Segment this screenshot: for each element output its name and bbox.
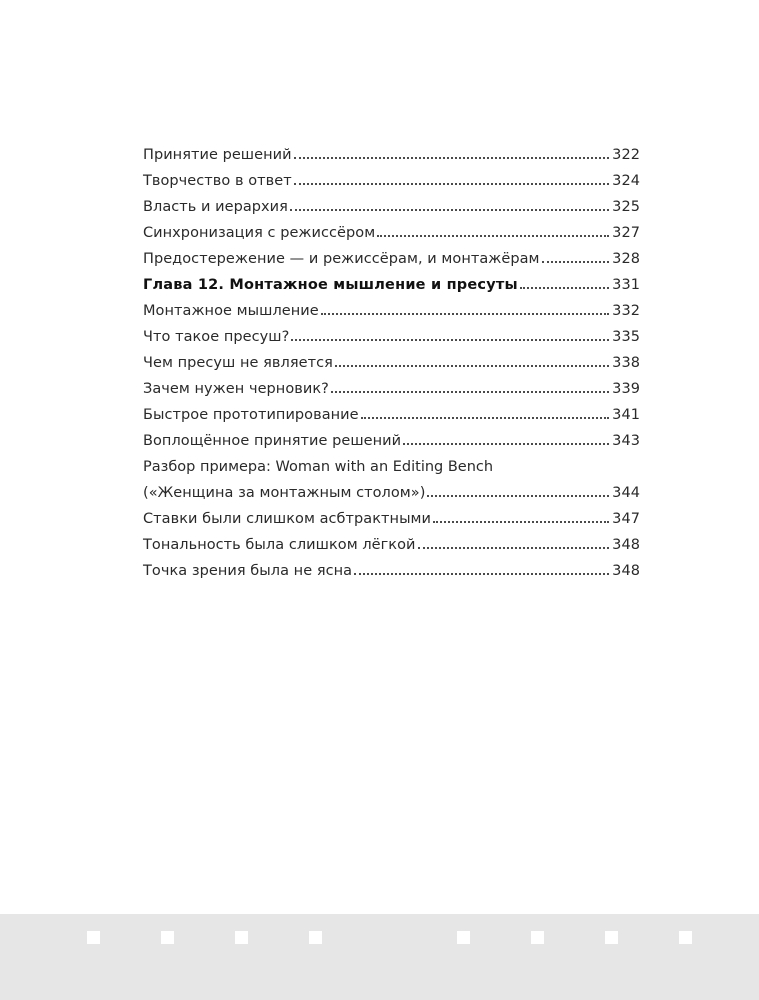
toc-entry-page: 324 bbox=[612, 173, 640, 189]
toc-entry[interactable] bbox=[143, 163, 640, 189]
toc-entry[interactable] bbox=[143, 553, 640, 579]
toc-entry-page: 348 bbox=[612, 537, 640, 553]
dot-leader bbox=[294, 182, 609, 185]
toc-entry-title: Ставки были слишком асбтрактными bbox=[143, 511, 432, 527]
toc-entry-title: Предостережение — и режиссёрам, и монтажёрам bbox=[143, 251, 540, 267]
toc-entry-title: Власть и иерархия bbox=[143, 199, 288, 215]
square-marker-icon bbox=[531, 931, 544, 944]
toc-entry[interactable] bbox=[143, 137, 640, 163]
dot-leader bbox=[377, 234, 609, 237]
square-marker-icon bbox=[309, 931, 322, 944]
toc-entry-page: 344 bbox=[612, 485, 640, 501]
toc-entry[interactable] bbox=[143, 527, 640, 553]
toc-entry-page: 348 bbox=[612, 563, 640, 579]
square-marker-icon bbox=[679, 931, 692, 944]
toc-entry[interactable] bbox=[143, 423, 640, 449]
square-marker-icon bbox=[161, 931, 174, 944]
toc-entry-title: Зачем нужен черновик? bbox=[143, 381, 329, 397]
toc-entry[interactable] bbox=[143, 189, 640, 215]
toc-entry-title: Монтажное мышление bbox=[143, 303, 319, 319]
dot-leader bbox=[418, 546, 610, 549]
toc-entry-first-line[interactable]: Разбор примера: Woman with an Editing Bench bbox=[143, 459, 494, 475]
toc-entry-title: Принятие решений bbox=[143, 147, 292, 163]
toc-entry-page: 328 bbox=[612, 251, 640, 267]
dot-leader bbox=[331, 390, 609, 393]
toc-entry-page: 339 bbox=[612, 381, 640, 397]
toc-entry[interactable] bbox=[143, 371, 640, 397]
toc-entry[interactable] bbox=[143, 345, 640, 371]
toc-chapter-entry[interactable] bbox=[143, 267, 640, 293]
square-marker-icon bbox=[457, 931, 470, 944]
dot-leader bbox=[520, 286, 609, 289]
toc-entry-title: Воплощённое принятие решений bbox=[143, 433, 402, 449]
toc-entry-title: Творчество в ответ bbox=[143, 173, 292, 189]
toc-entry[interactable] bbox=[143, 397, 640, 423]
toc-entry-page: 332 bbox=[612, 303, 640, 319]
chapter-title: Глава 12. Монтажное мышление и пресуты bbox=[143, 277, 518, 293]
dot-leader bbox=[403, 442, 609, 445]
dot-leader bbox=[542, 260, 610, 263]
toc-entry-page: 338 bbox=[612, 355, 640, 371]
toc-entry-page: 343 bbox=[612, 433, 640, 449]
toc-entry-title: Что такое пресуш? bbox=[143, 329, 290, 345]
toc-entry[interactable] bbox=[143, 319, 640, 345]
square-marker-icon bbox=[235, 931, 248, 944]
toc-entry-title: Точка зрения была не ясна bbox=[143, 563, 353, 579]
toc-entry-page: 322 bbox=[612, 147, 640, 163]
toc-entry-title: Синхронизация с режиссёром bbox=[143, 225, 376, 241]
toc-entry-title: Тональность была слишком лёгкой bbox=[143, 537, 416, 553]
dot-leader bbox=[361, 416, 610, 419]
toc-entry-page: 327 bbox=[612, 225, 640, 241]
toc-entry-page: 347 bbox=[612, 511, 640, 527]
dot-leader bbox=[291, 338, 609, 341]
dot-leader bbox=[433, 520, 609, 523]
table-of-contents bbox=[143, 137, 640, 579]
dot-leader bbox=[290, 208, 609, 211]
toc-entry[interactable] bbox=[143, 215, 640, 241]
toc-entry[interactable] bbox=[143, 241, 640, 267]
toc-entry-title: Быстрое прототипирование bbox=[143, 407, 359, 423]
dot-leader bbox=[294, 156, 610, 159]
dot-leader bbox=[354, 572, 609, 575]
dot-leader bbox=[427, 494, 609, 497]
footer-band bbox=[0, 914, 759, 1000]
toc-entry-page: 335 bbox=[612, 329, 640, 345]
square-marker-icon bbox=[605, 931, 618, 944]
toc-entry-page: 325 bbox=[612, 199, 640, 215]
toc-entry[interactable] bbox=[143, 293, 640, 319]
dot-leader bbox=[335, 364, 609, 367]
toc-entry[interactable] bbox=[143, 475, 640, 501]
toc-entry-page: 341 bbox=[612, 407, 640, 423]
toc-entry-page: 331 bbox=[612, 277, 640, 293]
square-marker-icon bbox=[87, 931, 100, 944]
toc-entry-title: («Женщина за монтажным столом») bbox=[143, 485, 426, 501]
toc-entry[interactable] bbox=[143, 501, 640, 527]
toc-entry-title: Чем пресуш не является bbox=[143, 355, 333, 371]
dot-leader bbox=[321, 312, 609, 315]
